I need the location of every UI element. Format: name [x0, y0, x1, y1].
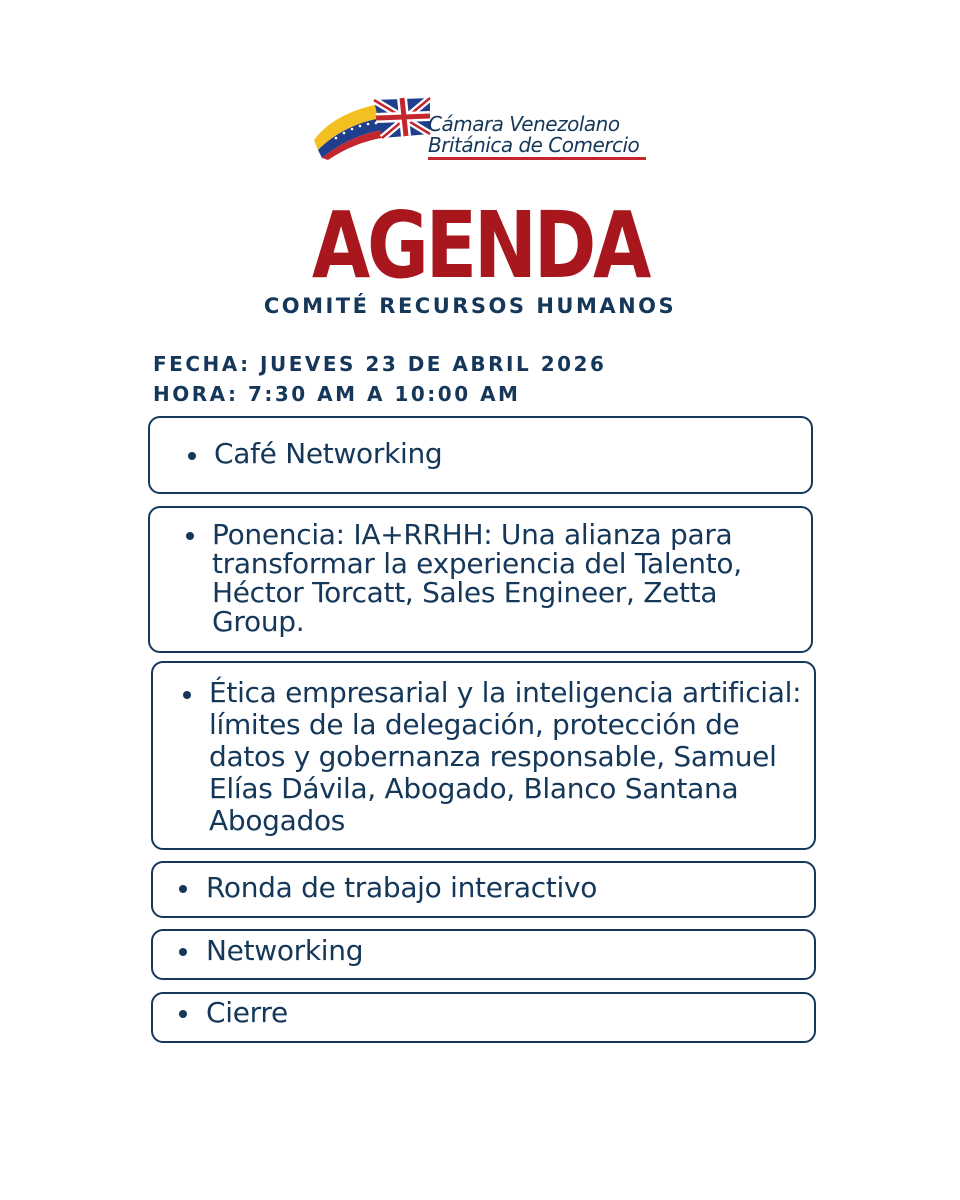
bullet-icon: [186, 532, 194, 540]
logo-text-line1: Cámara Venezolano: [428, 112, 620, 136]
logo-text-line2: Británica de Comercio: [428, 133, 640, 157]
agenda-item-box: [148, 506, 813, 653]
agenda-item-box: [151, 992, 816, 1043]
agenda-item-text: Ponencia: IA+RRHH: Una alianza para transformar la experiencia del Talento, Héctor Torcatt, Sales Engineer, Zetta Group.: [212, 518, 742, 638]
agenda-item-text: Networking: [206, 934, 364, 967]
bullet-icon: [179, 1010, 187, 1018]
bullet-icon: [179, 948, 187, 956]
committee-subtitle: COMITÉ RECURSOS HUMANOS: [263, 294, 677, 318]
bullet-icon: [183, 691, 191, 699]
event-date: FECHA: JUEVES 23 DE ABRIL 2026: [153, 352, 607, 376]
logo-underline: [428, 157, 646, 160]
agenda-item-box: [151, 929, 816, 980]
page-title: AGENDA: [311, 192, 649, 299]
agenda-item-text: Ética empresarial y la inteligencia artificial: límites de la delegación, protección de datos y gobernanza responsable, Samuel Elías Dávila, Abogado, Blanco Santana Abogados: [209, 676, 802, 837]
agenda-item-text: Ronda de trabajo interactivo: [206, 871, 598, 904]
event-time: HORA: 7:30 AM A 10:00 AM: [153, 382, 521, 406]
agenda-item-text: Cierre: [206, 996, 288, 1029]
agenda-item-text: Café Networking: [214, 437, 443, 470]
chamber-logo: [312, 96, 652, 176]
bullet-icon: [179, 885, 187, 893]
agenda-item-box: [148, 416, 813, 494]
flag-swoosh-icon: [312, 96, 432, 160]
bullet-icon: [188, 452, 196, 460]
agenda-item-box: [151, 861, 816, 918]
agenda-item-box: [151, 661, 816, 850]
